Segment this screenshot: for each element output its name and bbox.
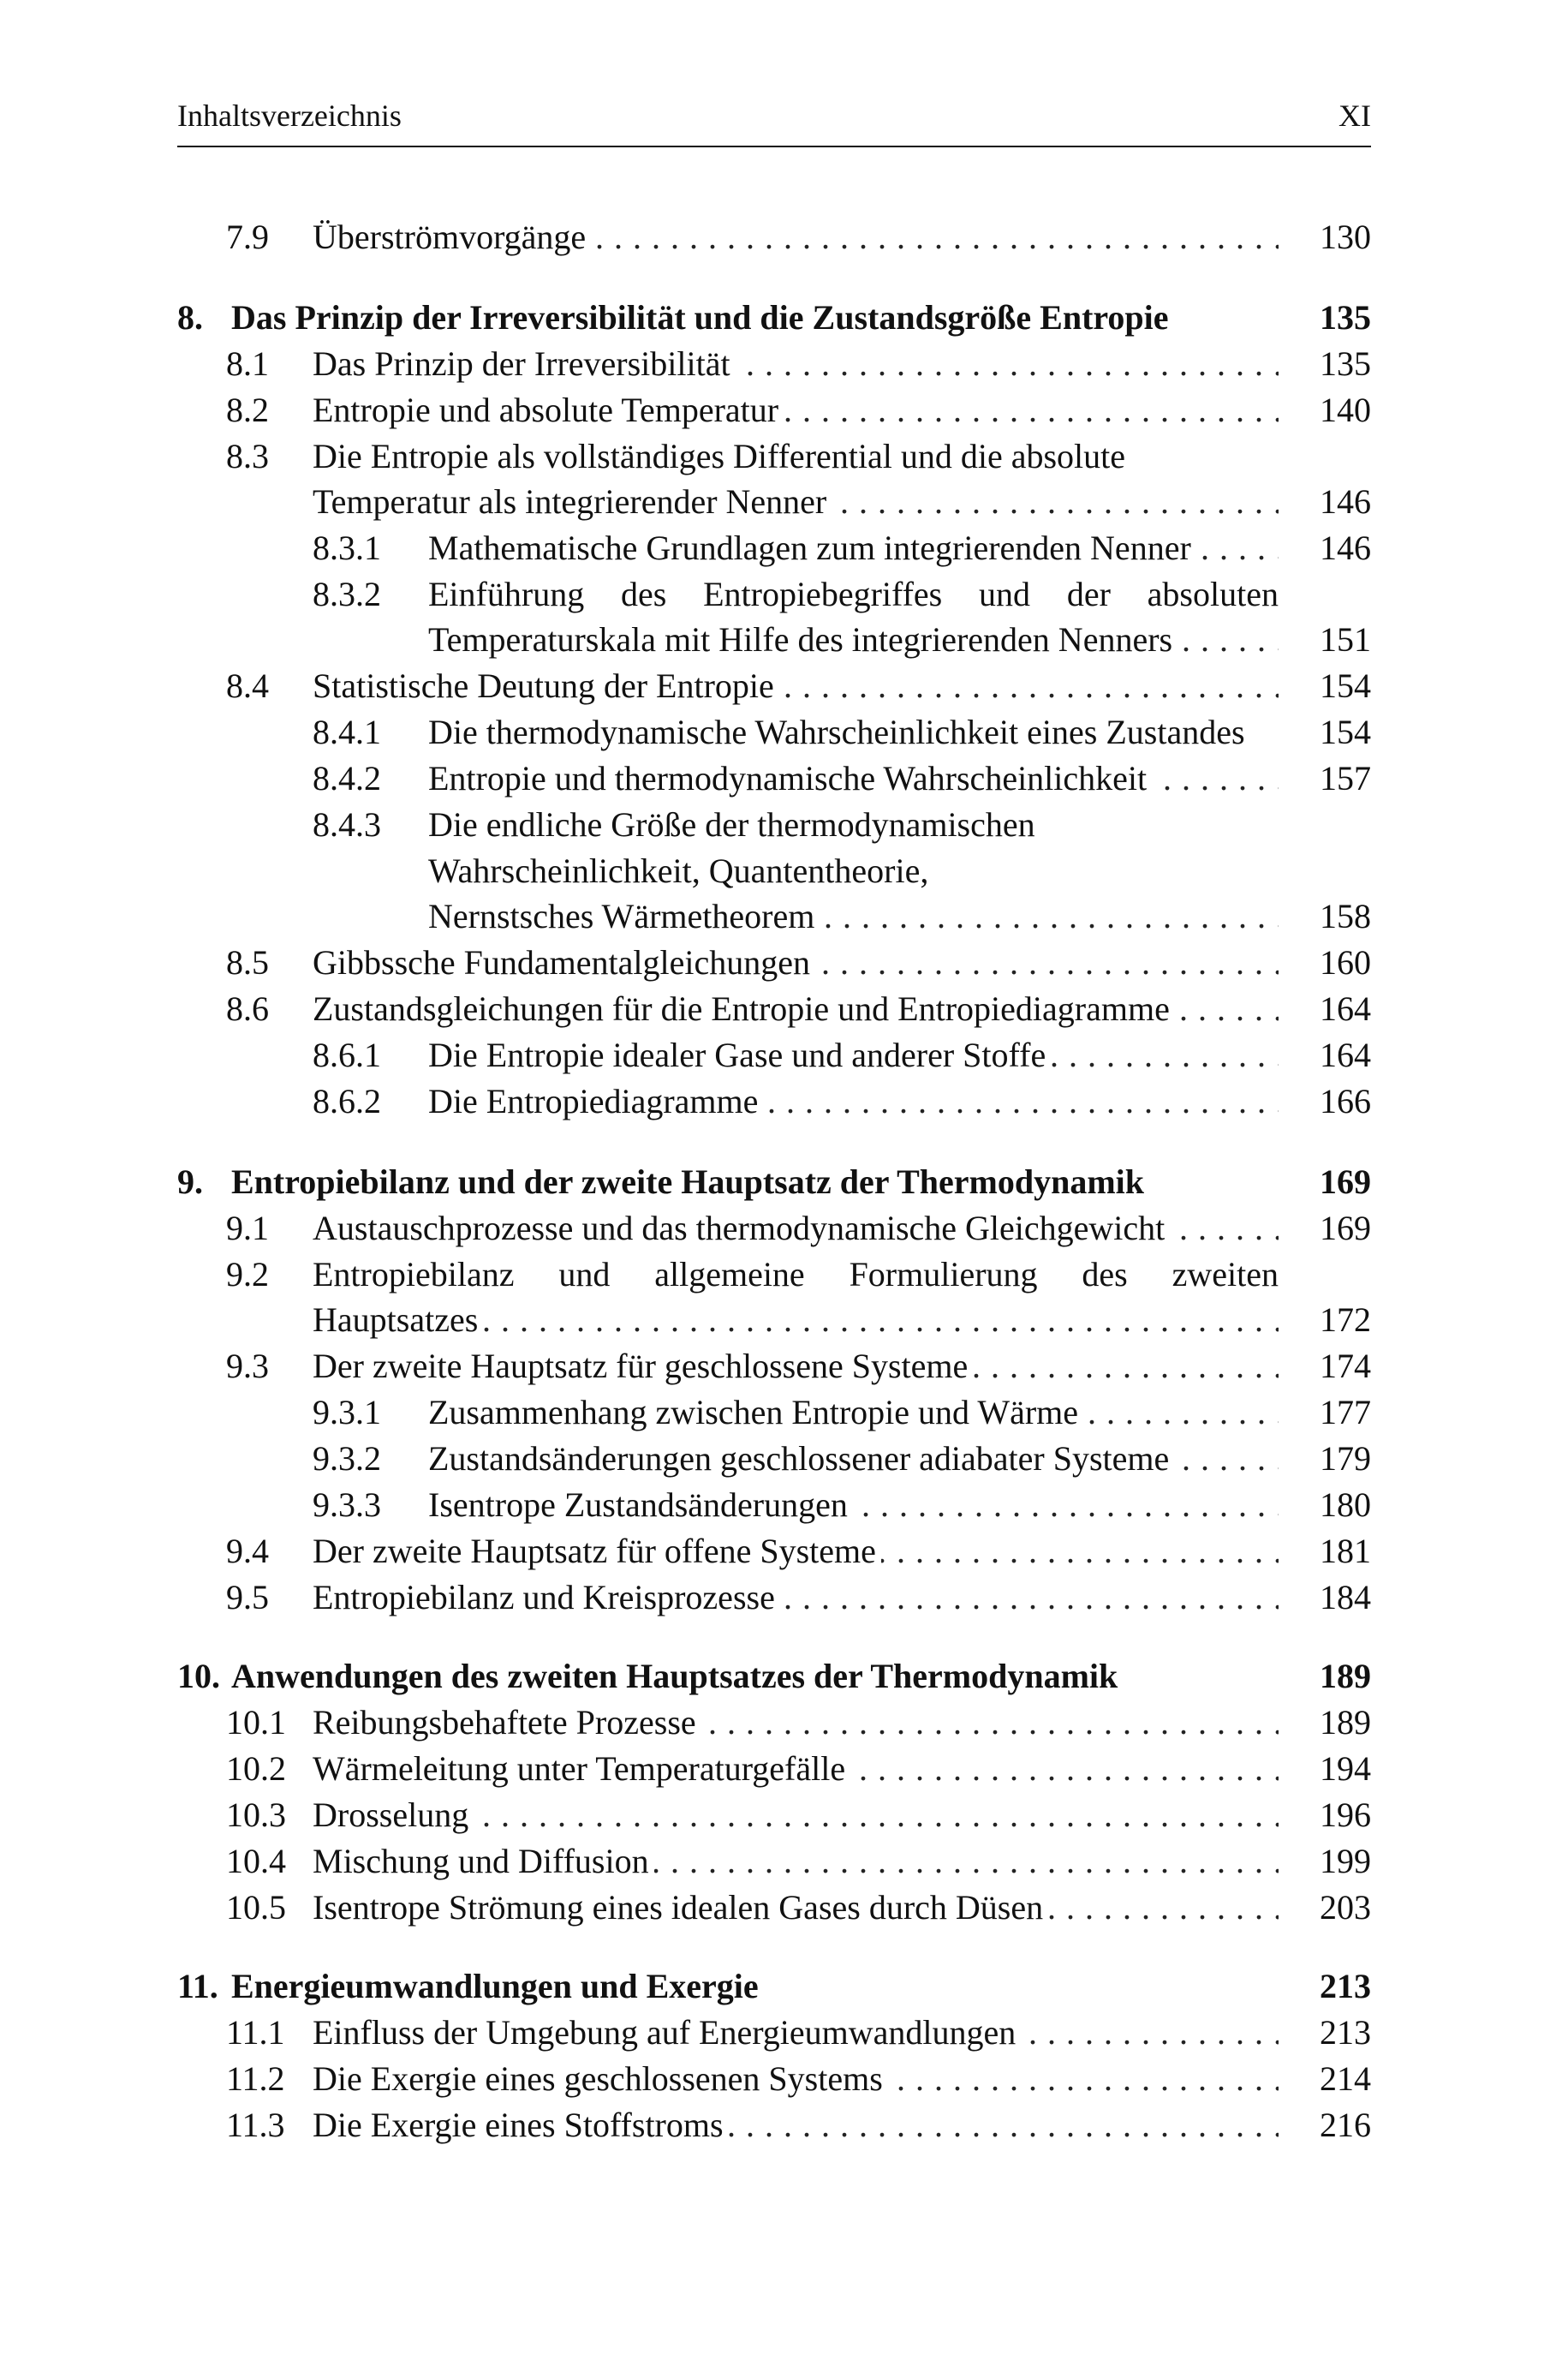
toc-entry-8-2[interactable] <box>177 387 1371 433</box>
word: und <box>979 575 1031 613</box>
toc-entry-11-3[interactable] <box>177 2102 1371 2148</box>
toc-number: 9.4 <box>226 1532 269 1570</box>
toc-entry-9-1[interactable] <box>177 1205 1371 1252</box>
toc-page: 189 <box>1320 1657 1371 1695</box>
word: Einführung <box>428 575 585 613</box>
toc-number: 8.6 <box>226 989 269 1028</box>
toc-title: Entropiebilanz und der zweite Hauptsatz der Thermodynamik <box>231 1162 1145 1201</box>
toc-number: 9.5 <box>226 1578 269 1616</box>
toc-entry-9-3-1[interactable] <box>177 1389 1371 1436</box>
word: zweiten <box>1172 1255 1279 1294</box>
toc-page: 216 <box>1320 2106 1371 2144</box>
toc-title: Die thermodynamische Wahrscheinlichkeit eines Zustandes <box>428 713 1245 751</box>
toc-title: Mathematische Grundlagen zum integrierenden Nenner <box>428 529 1196 567</box>
toc-number: 8.6.1 <box>313 1036 381 1074</box>
toc-page: 160 <box>1320 943 1371 982</box>
toc-entry-10-1[interactable] <box>177 1700 1371 1746</box>
toc-title: Energieumwandlungen und Exergie <box>231 1967 759 2005</box>
toc-title: Austauschprozesse und das thermodynamische Gleichgewicht <box>313 1209 1170 1247</box>
toc-title: Die Entropie idealer Gase und anderer Stoffe <box>428 1036 1051 1074</box>
toc-title-line-2: Temperaturskala mit Hilfe des integrierenden Nenners <box>428 620 1177 659</box>
toc-page: 164 <box>1320 1036 1371 1074</box>
toc-number: 8. <box>177 298 203 337</box>
toc-title: Zustandsänderungen geschlossener adiabater Systeme <box>428 1439 1174 1478</box>
toc-page: 154 <box>1320 713 1371 751</box>
toc-number: 10.5 <box>226 1888 286 1927</box>
toc-page: 130 <box>1320 218 1371 256</box>
toc-entry-8-3-2-cont[interactable] <box>177 617 1371 663</box>
toc-page: 169 <box>1320 1209 1371 1247</box>
toc-entry-8-4-3[interactable] <box>177 802 1371 848</box>
toc-page: 180 <box>1320 1485 1371 1524</box>
toc-chapter-11[interactable] <box>177 1963 1371 2010</box>
toc-number: 8.2 <box>226 391 269 429</box>
toc-title-line-1 <box>428 571 1279 618</box>
toc-title: Entropie und absolute Temperatur <box>313 391 784 429</box>
toc-number: 10.3 <box>226 1795 286 1834</box>
toc-number: 8.4.2 <box>313 759 381 798</box>
toc-title: Statistische Deutung der Entropie <box>313 666 779 705</box>
toc-entry-8-4-2[interactable] <box>177 756 1371 802</box>
toc-title: Wärmeleitung unter Temperaturgefälle <box>313 1749 850 1788</box>
word: des <box>620 575 667 613</box>
toc-page: 179 <box>1320 1439 1371 1478</box>
toc-page: 177 <box>1320 1393 1371 1431</box>
header-section-title: Inhaltsverzeichnis <box>177 99 402 133</box>
toc-entry-8-3[interactable] <box>177 433 1371 480</box>
toc-title-line-2: Temperatur als integrierender Nenner <box>313 482 832 521</box>
toc-entry-8-6-2[interactable] <box>177 1078 1371 1125</box>
toc-page: 157 <box>1320 759 1371 798</box>
toc-number: 9.3 <box>226 1347 269 1385</box>
toc-entry-8-3-2[interactable] <box>177 571 1371 618</box>
word: allgemeine <box>654 1255 805 1294</box>
toc-number: 8.4 <box>226 666 269 705</box>
toc-entry-8-1[interactable] <box>177 341 1371 387</box>
toc-chapter-8[interactable] <box>177 295 1371 341</box>
toc-page: 199 <box>1320 1842 1371 1880</box>
toc-page: 172 <box>1320 1300 1371 1339</box>
toc-number: 8.3.2 <box>313 575 381 613</box>
toc-page: 194 <box>1320 1749 1371 1788</box>
toc-number: 11.1 <box>226 2013 285 2052</box>
toc-title: Anwendungen des zweiten Hauptsatzes der Thermodynamik <box>231 1657 1118 1695</box>
toc-entry-8-4-1[interactable] <box>177 709 1371 756</box>
word: der <box>1066 575 1111 613</box>
toc-title: Gibbssche Fundamentalgleichungen <box>313 943 815 982</box>
toc-title-line-3: Nernstsches Wärmetheorem <box>428 897 820 935</box>
toc-number: 8.3.1 <box>313 529 381 567</box>
toc-number: 9.1 <box>226 1209 269 1247</box>
toc-entry-8-4[interactable] <box>177 663 1371 709</box>
toc-number: 11.2 <box>226 2059 285 2098</box>
toc-title: Entropiebilanz und Kreisprozesse <box>313 1578 780 1616</box>
toc-number: 11. <box>177 1967 218 2005</box>
toc-entry-9-2[interactable] <box>177 1252 1371 1298</box>
toc-page: 181 <box>1320 1532 1371 1570</box>
toc-title: Reibungsbehaftete Prozesse <box>313 1703 701 1742</box>
toc-entry-10-3[interactable] <box>177 1792 1371 1838</box>
toc-title-line-1: Die endliche Größe der thermodynamischen <box>428 805 1035 844</box>
word: Entropiebilanz <box>313 1255 515 1294</box>
toc-number: 7.9 <box>226 218 269 256</box>
toc-page: 146 <box>1320 529 1371 567</box>
toc-entry-9-2-cont[interactable] <box>177 1297 1371 1343</box>
toc-number: 9.2 <box>226 1255 269 1294</box>
toc-entry-8-6[interactable] <box>177 986 1371 1032</box>
toc-chapter-9[interactable] <box>177 1159 1371 1205</box>
word: und <box>558 1255 611 1294</box>
toc-page: 196 <box>1320 1795 1371 1834</box>
toc-page: 203 <box>1320 1888 1371 1927</box>
toc-entry-8-4-3-line2[interactable] <box>177 848 1371 894</box>
toc-page: 213 <box>1320 1967 1371 2005</box>
toc-page: 214 <box>1320 2059 1371 2098</box>
toc-title-line-1 <box>313 1252 1279 1298</box>
toc-title-line-2: Hauptsatzes <box>313 1300 483 1339</box>
toc-title: Isentrope Zustandsänderungen <box>428 1485 853 1524</box>
toc-title: Die Exergie eines Stoffstroms <box>313 2106 729 2144</box>
toc-number: 10. <box>177 1657 220 1695</box>
toc-entry-9-4[interactable] <box>177 1528 1371 1574</box>
toc-page: 169 <box>1320 1162 1371 1201</box>
toc-page: 164 <box>1320 989 1371 1028</box>
toc-entry-8-4-3-line3[interactable] <box>177 893 1371 940</box>
toc-entry-10-5[interactable] <box>177 1885 1371 1931</box>
toc-number: 8.1 <box>226 344 269 383</box>
toc-page: 213 <box>1320 2013 1371 2052</box>
toc-number: 8.6.2 <box>313 1082 381 1120</box>
toc-entry-9-3[interactable] <box>177 1343 1371 1389</box>
toc-title: Das Prinzip der Irreversibilität und die Zustandsgröße Entropie <box>231 298 1169 337</box>
toc-page: 174 <box>1320 1347 1371 1385</box>
toc-title: Mischung und Diffusion <box>313 1842 654 1880</box>
toc-entry-9-5[interactable] <box>177 1574 1371 1621</box>
toc-title: Zusammenhang zwischen Entropie und Wärme <box>428 1393 1083 1431</box>
toc-page: 151 <box>1320 620 1371 659</box>
toc-number: 9.3.3 <box>313 1485 381 1524</box>
header-page-number: XI <box>1338 99 1371 133</box>
toc-entry-8-5[interactable] <box>177 940 1371 986</box>
toc-title: Isentrope Strömung eines idealen Gases durch Düsen <box>313 1888 1048 1927</box>
toc-title: Entropie und thermodynamische Wahrscheinlichkeit <box>428 759 1152 798</box>
toc-number: 8.5 <box>226 943 269 982</box>
toc-page: 154 <box>1320 666 1371 705</box>
toc-title: Einfluss der Umgebung auf Energieumwandlungen <box>313 2013 1021 2052</box>
toc-entry-11-2[interactable] <box>177 2056 1371 2102</box>
toc-number: 8.4.3 <box>313 805 381 844</box>
toc-page: 140 <box>1320 391 1371 429</box>
toc-entry-9-3-2[interactable] <box>177 1436 1371 1482</box>
toc-entry-8-6-1[interactable] <box>177 1032 1371 1078</box>
toc-entry-10-4[interactable] <box>177 1838 1371 1885</box>
toc-title: Das Prinzip der Irreversibilität <box>313 344 736 383</box>
toc-title: Die Entropiediagramme <box>428 1082 763 1120</box>
toc-number: 10.4 <box>226 1842 286 1880</box>
toc-number: 8.3 <box>226 437 269 475</box>
toc-number: 10.2 <box>226 1749 286 1788</box>
toc-page: 166 <box>1320 1082 1371 1120</box>
toc-page: 146 <box>1320 482 1371 521</box>
toc-entry-8-3-1[interactable] <box>177 525 1371 571</box>
word: absoluten <box>1147 575 1279 613</box>
toc-number: 8.4.1 <box>313 713 381 751</box>
toc-number: 9.3.2 <box>313 1439 381 1478</box>
toc-number: 10.1 <box>226 1703 286 1742</box>
toc-page: 135 <box>1320 298 1371 337</box>
toc-title: Der zweite Hauptsatz für offene Systeme <box>313 1532 881 1570</box>
toc-title: Der zweite Hauptsatz für geschlossene Systeme <box>313 1347 973 1385</box>
toc-title-line-1: Die Entropie als vollständiges Differential und die absolute <box>313 437 1126 475</box>
toc-title: Überströmvorgänge <box>313 218 591 256</box>
toc-number: 9.3.1 <box>313 1393 381 1431</box>
toc-number: 11.3 <box>226 2106 285 2144</box>
toc-entry-9-3-3[interactable] <box>177 1482 1371 1528</box>
word: Entropiebegriffes <box>703 575 943 613</box>
toc-title: Drosselung <box>313 1795 474 1834</box>
toc-entry-8-3-cont[interactable] <box>177 479 1371 525</box>
toc-page: 135 <box>1320 344 1371 383</box>
word: des <box>1082 1255 1128 1294</box>
toc-chapter-10[interactable] <box>177 1653 1371 1700</box>
toc-page: 189 <box>1320 1703 1371 1742</box>
toc-title: Zustandsgleichungen für die Entropie und Entropiediagramme <box>313 989 1175 1028</box>
toc-title: Die Exergie eines geschlossenen Systems <box>313 2059 888 2098</box>
toc-entry-11-1[interactable] <box>177 2010 1371 2056</box>
word: Formulierung <box>849 1255 1038 1294</box>
toc-title-line-2: Wahrscheinlichkeit, Quantentheorie, <box>428 851 929 890</box>
toc-number: 9. <box>177 1162 203 1201</box>
toc-entry-7-9[interactable] <box>177 214 1371 260</box>
toc-entry-10-2[interactable] <box>177 1746 1371 1792</box>
toc-page: 158 <box>1320 897 1371 935</box>
toc-page: 184 <box>1320 1578 1371 1616</box>
